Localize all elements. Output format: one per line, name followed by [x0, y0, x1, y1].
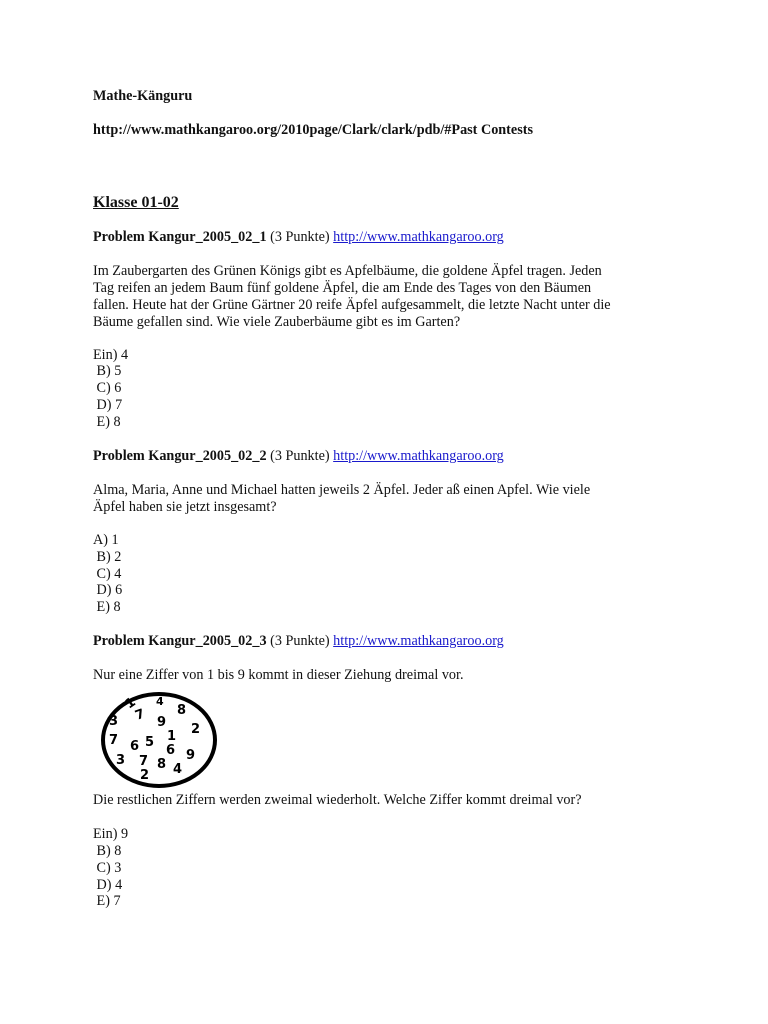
problem-3-link[interactable]: http://www.mathkangaroo.org [333, 633, 504, 649]
problem-3-option: C) 3 [93, 860, 122, 876]
problem-1-title: Problem Kangur_2005_02_1 [93, 229, 267, 245]
figure-digit: 6 [130, 739, 140, 754]
figure-digit: 2 [140, 768, 150, 783]
problem-3-title: Problem Kangur_2005_02_3 [93, 633, 267, 649]
figure-digit: 9 [157, 715, 167, 730]
figure-digit: 7 [133, 706, 147, 724]
problem-2-heading [93, 448, 504, 465]
problem-3-option: Ein) 9 [93, 826, 129, 842]
problem-3-option: E) 7 [93, 893, 121, 909]
problem-1-option: D) 7 [93, 397, 123, 413]
problem-2-option: D) 6 [93, 582, 123, 598]
figure-digit: 9 [186, 748, 196, 763]
figure-digit: 2 [191, 722, 201, 737]
figure-digit: 6 [166, 743, 176, 758]
figure-digit: 7 [109, 733, 119, 748]
problem-1-link[interactable]: http://www.mathkangaroo.org [333, 229, 504, 245]
problem-3-text-line: Nur eine Ziffer von 1 bis 9 kommt in dieser Ziehung dreimal vor. [93, 667, 464, 683]
problem-1-text-line: Tag reifen an jedem Baum fünf goldene Äpfel, die am Ende des Tages von den Bäumen [93, 280, 592, 296]
problem-2-link[interactable]: http://www.mathkangaroo.org [333, 448, 504, 464]
section-title: Klasse 01-02 [93, 194, 179, 211]
document-title: Mathe-Känguru [93, 88, 193, 104]
figure-digit: 1 [122, 694, 139, 713]
problem-3-option: D) 4 [93, 877, 123, 893]
problem-2-option: A) 1 [93, 532, 119, 548]
problem-2-option: C) 4 [93, 566, 122, 582]
problem-1-text-line: Bäume gefallen sind. Wie viele Zauberbäume gibt es im Garten? [93, 314, 461, 330]
problem-3-option: B) 8 [93, 843, 122, 859]
problem-2-option: B) 2 [93, 549, 122, 565]
figure-digit: 1 [167, 729, 177, 744]
figure-digit: 7 [139, 754, 149, 769]
problem-2-text-line: Äpfel haben sie jetzt insgesamt? [93, 499, 277, 515]
figure-digit: 3 [109, 714, 119, 729]
digit-circle-figure [96, 692, 226, 792]
problem-1-text-line: Im Zaubergarten des Grünen Königs gibt es Apfelbäume, die goldene Äpfel tragen. Jeden [93, 263, 602, 279]
problem-2-points: (3 Punkte) [270, 448, 330, 464]
problem-1-text-line: fallen. Heute hat der Grüne Gärtner 20 reife Äpfel aufgesammelt, die letzte Nacht unter die [93, 297, 611, 313]
figure-digit: 3 [116, 753, 126, 768]
figure-digit: 5 [145, 735, 155, 750]
figure-digit: 8 [177, 703, 187, 718]
problem-2-option: E) 8 [93, 599, 121, 615]
problem-3-text-after: Die restlichen Ziffern werden zweimal wiederholt. Welche Ziffer kommt dreimal vor? [93, 792, 582, 808]
source-url: http://www.mathkangaroo.org/2010page/Clark/clark/pdb/#Past Contests [93, 122, 533, 138]
problem-3-heading [93, 633, 504, 650]
problem-1-option: E) 8 [93, 414, 121, 430]
figure-digit: 4 [173, 762, 183, 777]
problem-3-points: (3 Punkte) [270, 633, 330, 649]
problem-2-title: Problem Kangur_2005_02_2 [93, 448, 267, 464]
problem-1-option: Ein) 4 [93, 347, 129, 363]
problem-1-option: C) 6 [93, 380, 122, 396]
figure-digit: 8 [157, 757, 167, 772]
problem-2-text-line: Alma, Maria, Anne und Michael hatten jeweils 2 Äpfel. Jeder aß einen Apfel. Wie viele [93, 482, 591, 498]
problem-1-option: B) 5 [93, 363, 122, 379]
figure-digit: 4 [156, 695, 164, 708]
problem-1-points: (3 Punkte) [270, 229, 330, 245]
problem-1-heading [93, 229, 504, 246]
